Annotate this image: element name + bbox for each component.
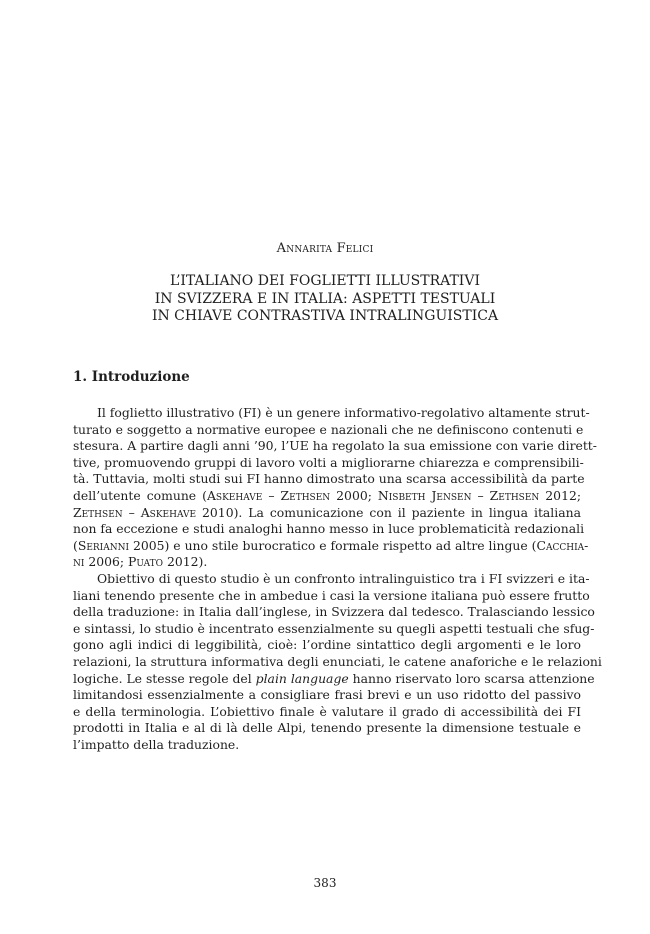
citation-author: Askehave bbox=[140, 504, 197, 520]
italic-term: plain language bbox=[255, 670, 349, 686]
text-line: turato e soggetto a normative europee e nazionali che ne definiscono contenuti e bbox=[73, 421, 584, 437]
text-run: 2010). La comunicazione con il paziente in lingua italiana bbox=[196, 504, 581, 520]
citation-author: Zethsen bbox=[73, 504, 123, 520]
text-line bbox=[73, 554, 581, 571]
text-line: prodotti in Italia e al di là delle Alpi, tenendo presente la dimensione testuale e bbox=[73, 720, 581, 736]
text-line: tà. Tuttavia, molti studi sui FI hanno dimostrato una scarsa accessibilità da parte bbox=[73, 471, 585, 487]
text-line: Il foglietto illustrativo (FI) è un genere informativo-regolativo altamente strut- bbox=[97, 405, 590, 420]
text-line: della traduzione: in Italia dall’inglese, in Svizzera dal tedesco. Tralasciando lessico bbox=[73, 604, 595, 620]
text-run: 2012). bbox=[163, 554, 208, 570]
citation-author: ni bbox=[73, 554, 85, 570]
citation-author: Zethsen bbox=[280, 487, 331, 503]
text-line bbox=[73, 537, 589, 555]
citation-author: Nisbeth Jensen bbox=[377, 487, 472, 503]
paragraph-2 bbox=[73, 570, 602, 754]
text-line: Obiettivo di questo studio è un confronto intralinguistico tra i FI svizzeri e ita- bbox=[97, 570, 590, 586]
citation-author: Zethsen bbox=[489, 487, 540, 503]
text-run: 2000; bbox=[330, 487, 378, 503]
text-run: 2006; bbox=[84, 554, 129, 570]
citation-author: Puato bbox=[128, 554, 164, 570]
text-line: liani tenendo presente che in ambedue i casi la versione italiana può essere frutto bbox=[73, 587, 590, 603]
text-line: non fa eccezione e studi analoghi hanno messo in luce problematicità redazionali bbox=[73, 521, 585, 537]
text-line: e sintassi, lo studio è incentrato essenzialmente su quegli aspetti testuali che sfug- bbox=[73, 620, 595, 636]
text-line: stesura. A partire dagli anni ’90, l’UE ha regolato la sua emissione con varie dirett- bbox=[73, 438, 597, 454]
text-line: l’impatto della traduzione. bbox=[73, 736, 240, 752]
text-run: ( bbox=[73, 537, 78, 553]
text-line: e della terminologia. L’obiettivo finale è valutare il grado di accessibilità dei FI bbox=[73, 703, 581, 719]
text-line: relazioni, la struttura informativa degli enunciati, le catene anaforiche e le relazioni bbox=[73, 653, 602, 669]
title-line: IN SVIZZERA E IN ITALIA: ASPETTI TESTUALI bbox=[154, 290, 496, 307]
title-line: L’ITALIANO DEI FOGLIETTI ILLUSTRATIVI bbox=[170, 273, 480, 289]
text-run: logiche. Le stesse regole del bbox=[73, 670, 256, 686]
page-number: 383 bbox=[313, 876, 337, 890]
text-run: – bbox=[122, 504, 141, 520]
text-line bbox=[73, 670, 595, 688]
text-line bbox=[73, 488, 581, 505]
text-line: gono agli indici di leggibilità, cioè: l’ordine sintattico degli argomenti e le loro bbox=[73, 637, 581, 653]
section-heading: 1. Introduzione bbox=[73, 369, 190, 385]
paragraph-1 bbox=[73, 405, 597, 571]
author-name: Annarita Felici bbox=[276, 241, 374, 256]
article-title bbox=[100, 273, 550, 326]
title-line: IN CHIAVE CONTRASTIVA INTRALINGUISTICA bbox=[151, 308, 499, 324]
text-run: 2012; bbox=[539, 487, 582, 503]
text-run: 2005) e uno stile burocratico e formale rispetto ad altre lingue ( bbox=[129, 537, 537, 553]
body-text bbox=[73, 405, 602, 753]
citation-author: Askehave bbox=[206, 487, 263, 503]
citation-author: Cacchia- bbox=[536, 537, 589, 553]
text-line: limitandosi essenzialmente a consigliare frasi brevi e un uso ridotto del passivo bbox=[73, 687, 581, 703]
citation-author: Serianni bbox=[77, 537, 130, 553]
text-run: dell’utente comune ( bbox=[73, 487, 207, 503]
text-line: tive, promuovendo gruppi di lavoro volti a migliorarne chiarezza e comprensibili- bbox=[73, 454, 584, 470]
text-run: hanno riservato loro scarsa attenzione bbox=[348, 670, 595, 686]
text-line bbox=[73, 505, 581, 522]
text-run: – bbox=[262, 487, 281, 503]
text-run: – bbox=[471, 487, 490, 503]
